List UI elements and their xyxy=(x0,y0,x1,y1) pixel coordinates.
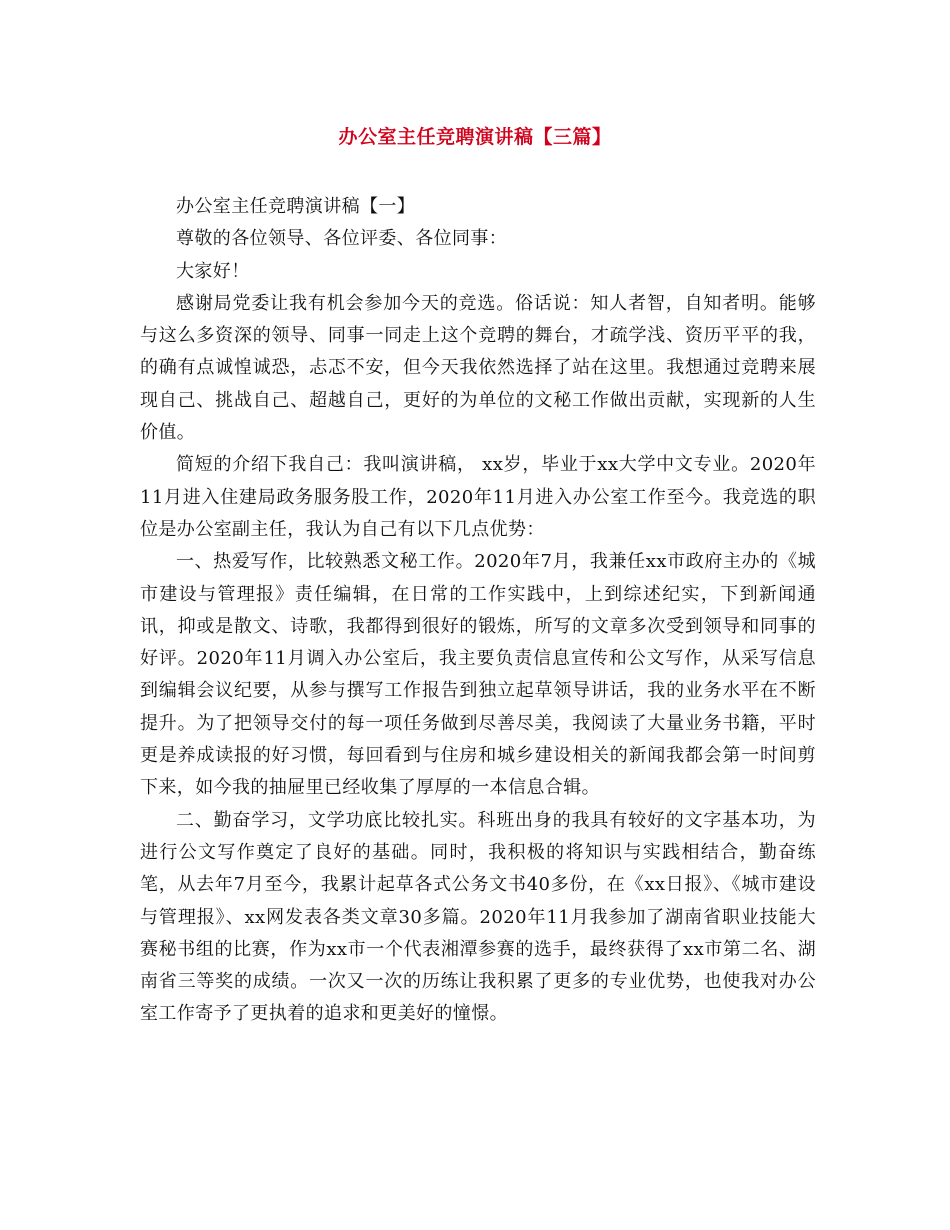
body-paragraph: 二、勤奋学习，文学功底比较扎实。科班出身的我具有较好的文字基本功，为进行公文写作奠定了良好的基础。同时，我积极的将知识与实践相结合，勤奋练笔，从去年7月至今，我累计起草各式公务文书40多份，在《xx日报》、《城市建设与管理报》、xx网发表各类文章30多篇。2020年11月我参加了湖南省职业技能大赛秘书组的比赛，作为xx市一个代表湘潭参赛的选手，最终获得了xx市第二名、湖南省三等奖的成绩。一次又一次的历练让我积累了更多的专业优势，也使我对办公室工作寄予了更执着的追求和更美好的憧憬。 xyxy=(140,809,816,1025)
document-title: 办公室主任竞聘演讲稿【三篇】 xyxy=(338,126,612,148)
body-paragraph: 一、热爱写作，比较熟悉文秘工作。2020年7月，我兼任xx市政府主办的《城市建设与管理报》责任编辑，在日常的工作实践中，上到综述纪实，下到新闻通讯，抑或是散文、诗歌，我都得到很好的锻炼，所写的文章多次受到领导和同事的好评。2020年11月调入办公室后，我主要负责信息宣传和公文写作，从采写信息到编辑会议纪要，从参与撰写工作报告到独立起草领导讲话，我的业务水平在不断提升。为了把领导交付的每一项任务做到尽善尽美，我阅读了大量业务书籍，平时更是养成读报的好习惯，每回看到与住房和城乡建设相关的新闻我都会第一时间剪下来，如今我的抽屉里已经收集了厚厚的一本信息合辑。 xyxy=(140,551,816,799)
body-paragraph: 感谢局党委让我有机会参加今天的竞选。俗话说：知人者智，自知者明。能够与这么多资深的领导、同事一同走上这个竞聘的舞台，才疏学浅、资历平平的我，的确有点诚惶诚恐，忐忑不安，但今天我依然选择了站在这里。我想通过竞聘来展现自己、挑战自己、超越自己，更好的为单位的文秘工作做出贡献，实现新的人生价值。 xyxy=(140,292,816,444)
section-heading: 办公室主任竞聘演讲稿【一】 xyxy=(176,196,416,217)
document-body xyxy=(140,191,816,1031)
body-paragraph: 简短的介绍下我自己：我叫演讲稿， xx岁，毕业于xx大学中文专业。2020年11月进入住建局政务服务股工作，2020年11月进入办公室工作至今。我竞选的职位是办公室副主任，我认为自己有以下几点优势： xyxy=(140,454,816,540)
greeting: 大家好！ xyxy=(176,260,250,282)
salutation: 尊敬的各位领导、各位评委、各位同事： xyxy=(176,228,508,250)
